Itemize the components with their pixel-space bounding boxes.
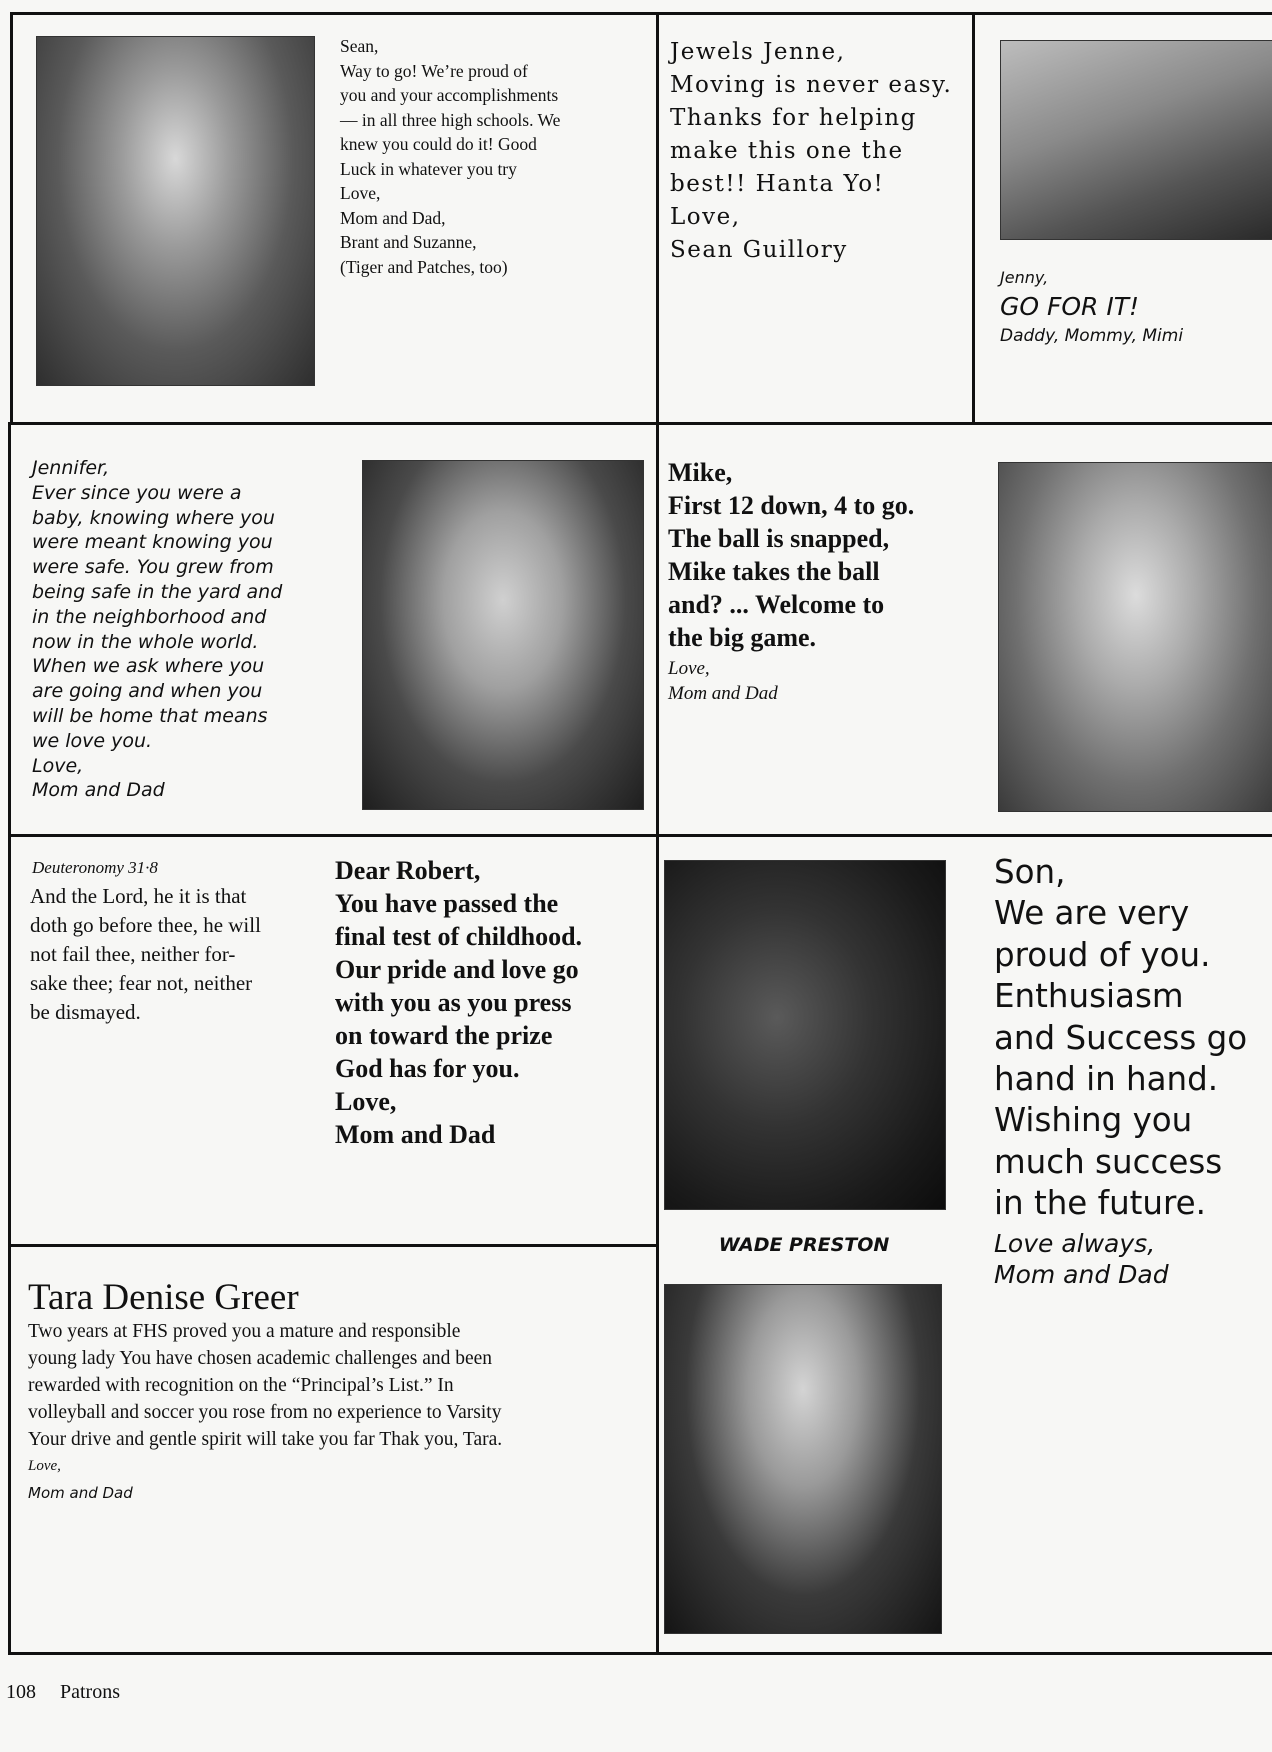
tara-message: Two years at FHS proved you a mature and responsible young lady You have chosen academic challenges and been rewarded with recognition on the “Principal’s List.” In volleyball and soccer you rose from no experience to Varsity Your drive and gentle spirit will take you far Thak you, Tara. (28, 1321, 503, 1450)
wade-caption: WADE PRESTON (718, 1234, 890, 1256)
tara-signature: Mom and Dad (28, 1484, 133, 1502)
sean-message: Sean, Way to go! We’re proud of you and your accomplishments — in all three high schools. We knew you could do it! Good Luck in whatever you try Love, Mom and Dad, Brant and Suzanne, (Tiger and Patches, too) (340, 36, 561, 277)
divider-v2 (972, 12, 975, 424)
mike-child-photo (998, 462, 1272, 812)
outer-top-border (10, 12, 1272, 15)
outer-left-border (10, 12, 13, 424)
son-message: Son, We are very proud of you. Enthusiasm and Success go hand in hand. Wishing you much success in the future. (994, 853, 1248, 1223)
son-signature: Love always, Mom and Dad (994, 1229, 1169, 1289)
footer-page-number: 108 (6, 1681, 36, 1703)
tara-love: Love, (28, 1458, 61, 1474)
mike-signature: Love, Mom and Dad (668, 658, 778, 704)
mike-message: Mike, First 12 down, 4 to go. The ball is snapped, Mike takes the ball and? ... Welcome to the big game. (668, 458, 915, 652)
outer-left-border-2 (8, 422, 11, 1652)
footer-section-title: Patrons (60, 1681, 120, 1703)
jewels-jenne-message: Jewels Jenne, Moving is never easy. Thanks for helping make this one the best!! Hanta Yo! Love, Sean Guillory (670, 39, 953, 263)
scripture-reference: Deuteronomy 31·8 (32, 858, 158, 877)
sean-child-photo (36, 36, 315, 386)
divider-v1 (656, 12, 659, 1652)
wade-toddler-photo (664, 860, 946, 1210)
tara-name-heading: Tara Denise Greer (28, 1277, 299, 1318)
scripture-verse: And the Lord, he it is that doth go before thee, he will not fail thee, neither for- sake thee; fear not, neither be dismayed. (30, 884, 261, 1024)
divider-h1 (10, 422, 1272, 425)
outer-bottom-border (8, 1652, 1272, 1655)
divider-h3 (8, 1244, 658, 1247)
jenny-baby-photo (1000, 40, 1272, 240)
jenny-greeting: Jenny, (1000, 268, 1049, 287)
divider-h2 (8, 834, 1272, 837)
jennifer-child-photo (362, 460, 644, 810)
jenny-signature: Daddy, Mommy, Mimi (1000, 326, 1184, 346)
jenny-headline: GO FOR IT! (1000, 292, 1140, 321)
robert-message: Dear Robert, You have passed the final test of childhood. Our pride and love go with you as you press on toward the prize God has for you. Love, Mom and Dad (335, 856, 583, 1149)
jennifer-message: Jennifer, Ever since you were a baby, knowing where you were meant knowing you were safe. You grew from being safe in the yard and in the neighborhood and now in the whole world. When we ask where you are going and when you will be home that means we love you. Love, Mom and Dad (32, 457, 283, 802)
wade-graduation-photo (664, 1284, 942, 1634)
